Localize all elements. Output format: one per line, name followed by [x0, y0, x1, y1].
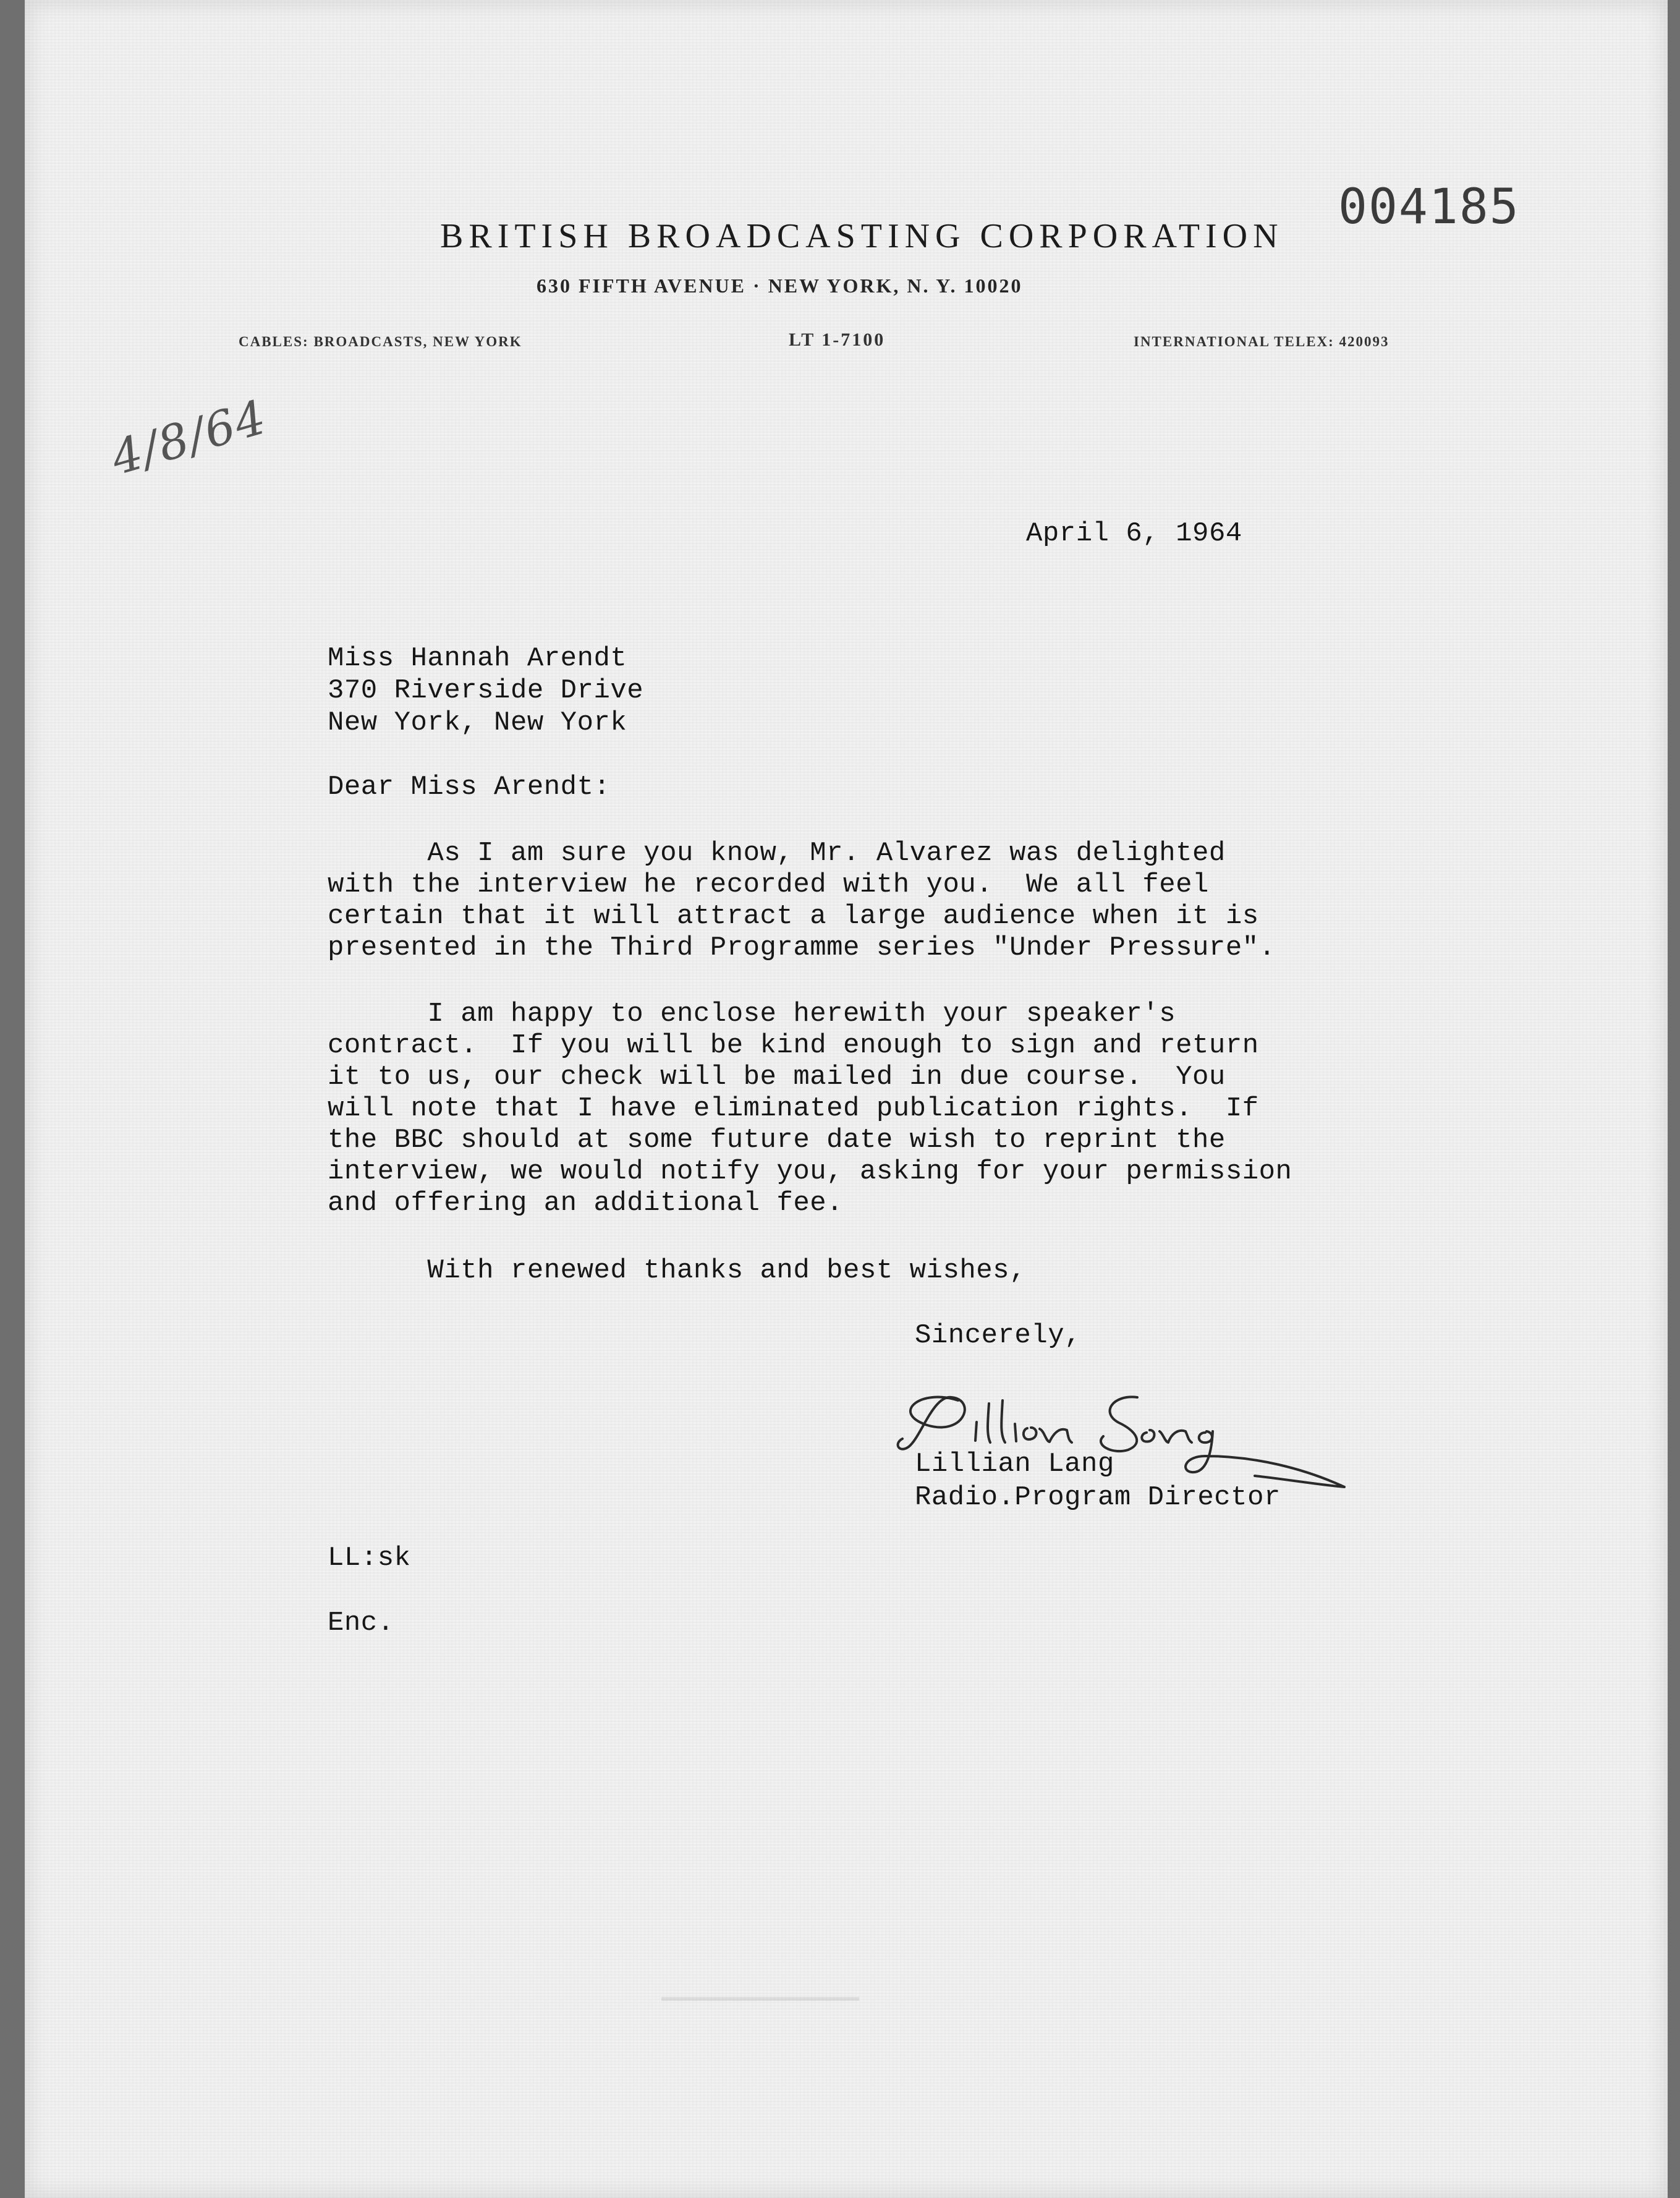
body-paragraph-1: As I am sure you know, Mr. Alvarez was delighted with the interview he recorded with you. We all feel certain that it will attract a large audience when it is presented in the Third Programme series "Under Pressure". — [328, 838, 1276, 963]
body-paragraph-2: I am happy to enclose herewith your speaker's contract. If you will be kind enough to sign and return it to us, our check will be mailed in due course. You will note that I have eliminated publication rights. If the BBC should at some future date wish to reprint the interview, we would notify you, asking for your permission and offering an additional fee. — [328, 999, 1292, 1219]
letter-date: April 6, 1964 — [1026, 518, 1242, 549]
letterhead-cables: CABLES: BROADCASTS, NEW YORK — [239, 334, 522, 349]
letterhead-organization: BRITISH BROADCASTING CORPORATION — [440, 217, 1284, 255]
paper-bleed-through-mark — [661, 1997, 859, 2001]
letter-paper — [25, 0, 1668, 2198]
document-number: 004185 — [1338, 179, 1520, 235]
signatory-title: Radio.Program Director — [915, 1482, 1281, 1513]
letterhead-phone: LT 1-7100 — [789, 330, 886, 350]
enclosure-note: Enc. — [328, 1608, 394, 1638]
recipient-name: Miss Hannah Arendt — [328, 643, 627, 674]
signature-text: Lillian Lang — [884, 1363, 888, 1364]
letterhead-address: 630 FIFTH AVENUE · NEW YORK, N. Y. 10020 — [537, 275, 1023, 297]
signature-stroke-first-name — [898, 1397, 1072, 1449]
salutation: Dear Miss Arendt: — [328, 772, 611, 803]
closing: Sincerely, — [915, 1320, 1082, 1351]
recipient-street: 370 Riverside Drive — [328, 675, 644, 706]
letterhead-telex: INTERNATIONAL TELEX: 420093 — [1134, 334, 1389, 349]
reference-initials: LL:sk — [328, 1543, 411, 1574]
handwritten-received-date: 4/8/64 — [105, 389, 273, 486]
signature-stroke-last-name — [1101, 1397, 1344, 1487]
body-paragraph-3: With renewed thanks and best wishes, — [328, 1255, 1026, 1286]
recipient-city: New York, New York — [328, 707, 627, 738]
signatory-name: Lillian Lang — [915, 1449, 1114, 1480]
